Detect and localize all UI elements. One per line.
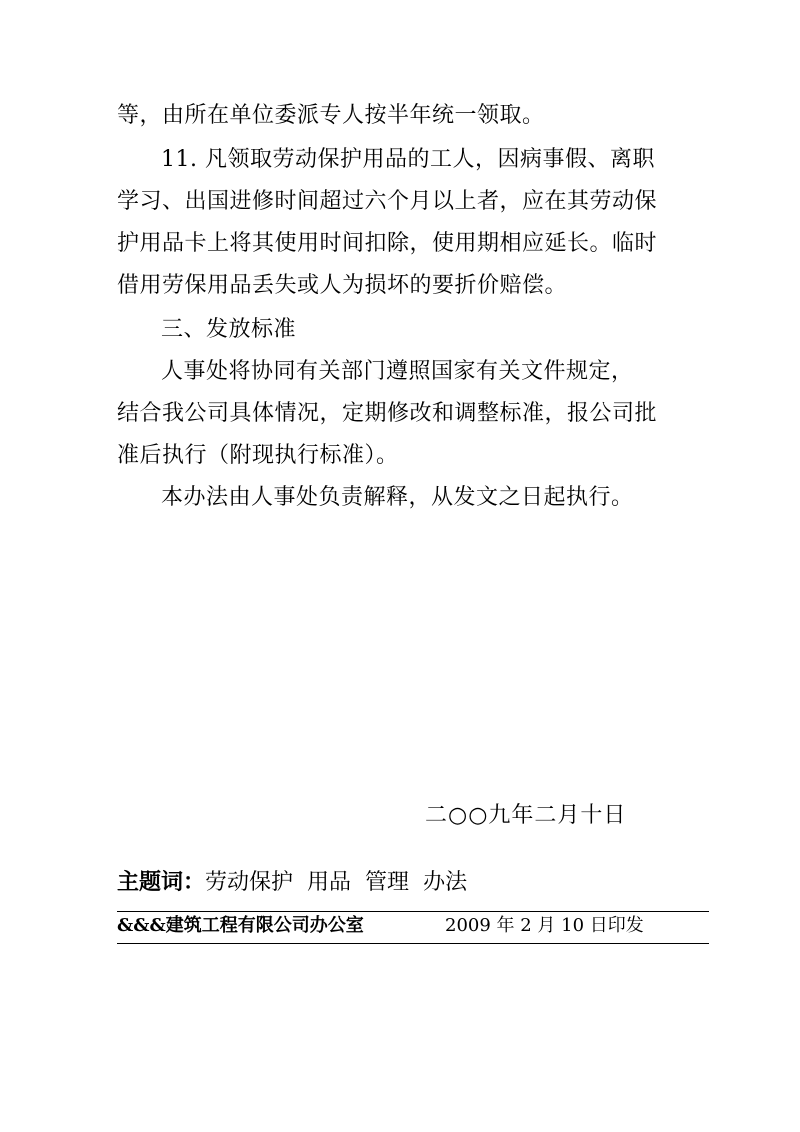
section-heading: 三、发放标准 [161,317,297,342]
body-line-7: 人事处将协同有关部门遵照国家有关文件规定， [161,359,634,384]
body-line-10: 本办法由人事处负责解释，从发文之日起执行。 [161,485,634,510]
keywords-line [117,862,481,903]
body-line-4: 护用品卡上将其使用时间扣除，使用期相应延长。临时 [117,231,658,256]
footer-bottom-rule [117,943,709,944]
body-line-9: 准后执行（附现执行标准）。 [117,443,399,468]
document-date: 二○○九年二月十日 [425,803,627,828]
keywords-label: 主题词： [117,869,206,895]
keyword-item: 劳动保护 [205,870,294,895]
footer-issue-date: 2009 年 2 月 10 日印发 [445,915,644,936]
body-line-2: 11. 凡领取劳动保护用品的工人，因病事假、离职 [161,147,655,172]
keyword-item: 管理 [365,870,410,895]
body-line-3: 学习、出国进修时间超过六个月以上者，应在其劳动保 [117,189,658,214]
body-line-5: 借用劳保用品丢失或人为损坏的要折价赔偿。 [117,273,568,298]
keyword-item: 用品 [307,870,352,895]
body-line-8: 结合我公司具体情况，定期修改和调整标准，报公司批 [117,401,658,426]
keyword-item: 办法 [423,870,468,895]
body-line-1: 等，由所在单位委派专人按半年统一领取。 [117,103,545,128]
footer-issuer: &&&建筑工程有限公司办公室 [117,915,364,936]
